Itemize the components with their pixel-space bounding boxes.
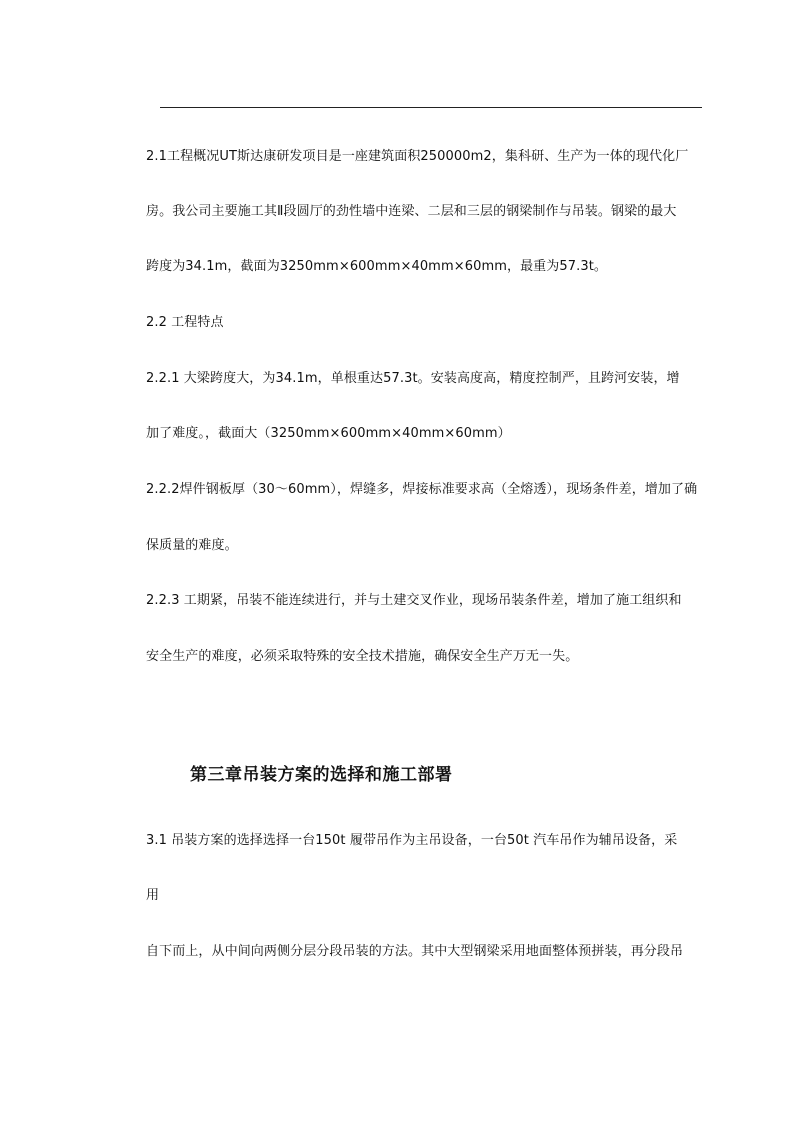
paragraph-line-10: 3.1 吊装方案的选择选择一台150t 履带吊作为主吊设备，一台50t 汽车吊作为辅吊设备，采 [146, 833, 678, 848]
paragraph-line-12: 自下而上，从中间向两侧分层分段吊装的方法。其中大型钢梁采用地面整体预拼装，再分段吊 [146, 944, 684, 959]
paragraph-line-6: 2.2.2焊件钢板厚（30～60mm），焊缝多，焊接标准要求高（全熔透），现场条件差，增加了确 [146, 482, 698, 497]
paragraph-line-1: 2.1工程概况UT斯达康研发项目是一座建筑面积250000m2，集科研、生产为一体的现代化厂 [146, 149, 689, 164]
paragraph-line-9: 安全生产的难度，必须采取特殊的安全技术措施，确保安全生产万无一失。 [146, 649, 579, 664]
chapter-title: 第三章吊装方案的选择和施工部署 [190, 765, 453, 785]
paragraph-line-2: 房。我公司主要施工其Ⅱ段圆厅的劲性墙中连梁、二层和三层的钢梁制作与吊装。钢梁的最大 [146, 204, 677, 219]
paragraph-line-7: 保质量的难度。 [146, 538, 238, 553]
section-heading-2-2: 2.2 工程特点 [146, 315, 224, 330]
header-rule [160, 107, 702, 108]
paragraph-line-4: 2.2.1 大梁跨度大，为34.1m，单根重达57.3t。安装高度高，精度控制严，且跨河安装，增 [146, 371, 680, 386]
paragraph-line-3: 跨度为34.1m，截面为3250mm×600mm×40mm×60mm，最重为57.3t。 [146, 259, 608, 274]
paragraph-line-8: 2.2.3 工期紧，吊装不能连续进行，并与土建交叉作业，现场吊装条件差，增加了施工组织和 [146, 593, 682, 608]
paragraph-line-11: 用 [146, 888, 160, 903]
paragraph-line-5: 加了难度。，截面大（3250mm×600mm×40mm×60mm） [146, 426, 511, 441]
